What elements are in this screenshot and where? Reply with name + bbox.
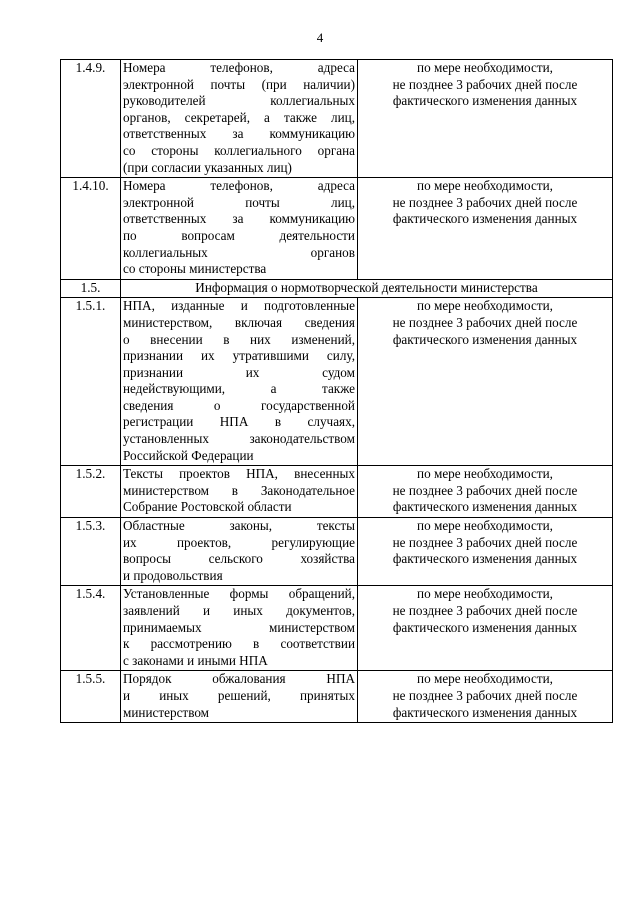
description-line: коллегиальных органов — [123, 244, 355, 260]
section-number: 1.5. — [61, 279, 121, 298]
description-line: электронной почты лиц, — [123, 194, 355, 210]
description-line: и иных решений, принятых — [123, 687, 355, 703]
item-number: 1.5.1. — [61, 298, 121, 466]
description-line: НПА, изданные и подготовленные — [123, 298, 355, 314]
table-row — [61, 466, 613, 518]
description-line: признании их судом — [123, 364, 355, 380]
description-line: министерством — [123, 704, 210, 720]
table-row — [61, 518, 613, 586]
item-deadline — [358, 60, 613, 178]
deadline-line: не позднее 3 рабочих дней после — [392, 482, 578, 498]
description-line: принимаемых министерством — [123, 619, 355, 635]
description-line: министерством, включая сведения — [123, 314, 355, 330]
table-row — [61, 298, 613, 466]
deadline-line: не позднее 3 рабочих дней после — [392, 687, 578, 703]
deadline-line: по мере необходимости, — [417, 60, 553, 75]
item-description — [121, 298, 358, 466]
deadline-line: по мере необходимости, — [417, 671, 553, 687]
description-line: вопросы сельского хозяйства — [123, 551, 355, 567]
description-line: Собрание Ростовской области — [123, 499, 292, 515]
item-description — [121, 178, 358, 280]
deadline-line: фактического изменения данных — [392, 93, 578, 109]
description-line: Установленные формы обращений, — [123, 586, 355, 602]
deadline-line: не позднее 3 рабочих дней после — [392, 534, 578, 550]
deadline-line: не позднее 3 рабочих дней после — [392, 314, 578, 330]
deadline-line: по мере необходимости, — [417, 178, 553, 194]
description-line: заявлений и иных документов, — [123, 603, 355, 618]
section-row — [61, 279, 613, 298]
deadline-line: не позднее 3 рабочих дней после — [392, 194, 578, 210]
deadline-line: по мере необходимости, — [417, 466, 553, 482]
deadline-line: фактического изменения данных — [392, 704, 578, 720]
deadline-line: по мере необходимости, — [417, 518, 553, 534]
description-line: электронной почты (при наличии) — [123, 76, 355, 92]
table-row — [61, 586, 613, 671]
item-deadline — [358, 518, 613, 586]
table-row — [61, 178, 613, 280]
description-line: со стороны министерства — [123, 261, 267, 277]
item-number: 1.5.5. — [61, 671, 121, 723]
item-description — [121, 60, 358, 178]
description-line: министерством в Законодательное — [123, 482, 355, 498]
section-title: Информация о нормотворческой деятельности министерства — [121, 279, 613, 298]
item-deadline — [358, 586, 613, 671]
deadline-line: фактического изменения данных — [392, 499, 578, 515]
description-line: по вопросам деятельности — [123, 227, 355, 243]
item-number: 1.4.10. — [61, 178, 121, 280]
description-line: (при согласии указанных лиц) — [123, 159, 292, 175]
description-line: установленных законодательством — [123, 431, 355, 447]
deadline-line: фактического изменения данных — [392, 551, 578, 567]
item-number: 1.5.2. — [61, 466, 121, 518]
item-deadline — [358, 178, 613, 280]
description-line: Областные законы, тексты — [123, 518, 355, 534]
item-deadline — [358, 671, 613, 723]
deadline-line: по мере необходимости, — [417, 298, 553, 314]
description-line: и продовольствия — [123, 567, 223, 583]
description-line: органов, секретарей, а также лиц, — [123, 109, 355, 125]
item-deadline — [358, 466, 613, 518]
item-number: 1.5.3. — [61, 518, 121, 586]
description-line: Российской Федерации — [123, 447, 254, 463]
deadline-line: по мере необходимости, — [417, 586, 553, 602]
description-line: со стороны коллегиального органа — [123, 142, 355, 158]
description-line: к рассмотрению в соответствии — [123, 636, 355, 652]
description-line: Тексты проектов НПА, внесенных — [123, 466, 355, 482]
description-line: Номера телефонов, адреса — [123, 60, 355, 75]
item-number: 1.4.9. — [61, 60, 121, 178]
item-description — [121, 586, 358, 671]
description-line: недействующими, а также — [123, 381, 355, 397]
description-line: регистрации НПА в случаях, — [123, 414, 355, 430]
deadline-line: фактического изменения данных — [392, 619, 578, 635]
deadline-line: не позднее 3 рабочих дней после — [392, 603, 578, 618]
deadline-line: не позднее 3 рабочих дней после — [392, 76, 578, 92]
description-line: ответственных за коммуникацию — [123, 211, 355, 227]
description-line: руководителей коллегиальных — [123, 93, 355, 109]
item-description — [121, 466, 358, 518]
item-description — [121, 518, 358, 586]
item-number: 1.5.4. — [61, 586, 121, 671]
table-row — [61, 671, 613, 723]
description-line: Номера телефонов, адреса — [123, 178, 355, 194]
deadline-line: фактического изменения данных — [392, 331, 578, 347]
item-description — [121, 671, 358, 723]
description-line: с законами и иными НПА — [123, 652, 268, 668]
description-line: ответственных за коммуникацию — [123, 126, 355, 142]
description-line: сведения о государственной — [123, 397, 355, 413]
table-row — [61, 60, 613, 178]
description-line: их проектов, регулирующие — [123, 534, 355, 550]
description-line: о внесении в них изменений, — [123, 331, 355, 347]
description-line: признании их утратившими силу, — [123, 348, 355, 364]
item-deadline — [358, 298, 613, 466]
deadline-line: фактического изменения данных — [392, 211, 578, 227]
info-table — [60, 59, 613, 723]
description-line: Порядок обжалования НПА — [123, 671, 355, 687]
page-number: 4 — [316, 30, 324, 45]
